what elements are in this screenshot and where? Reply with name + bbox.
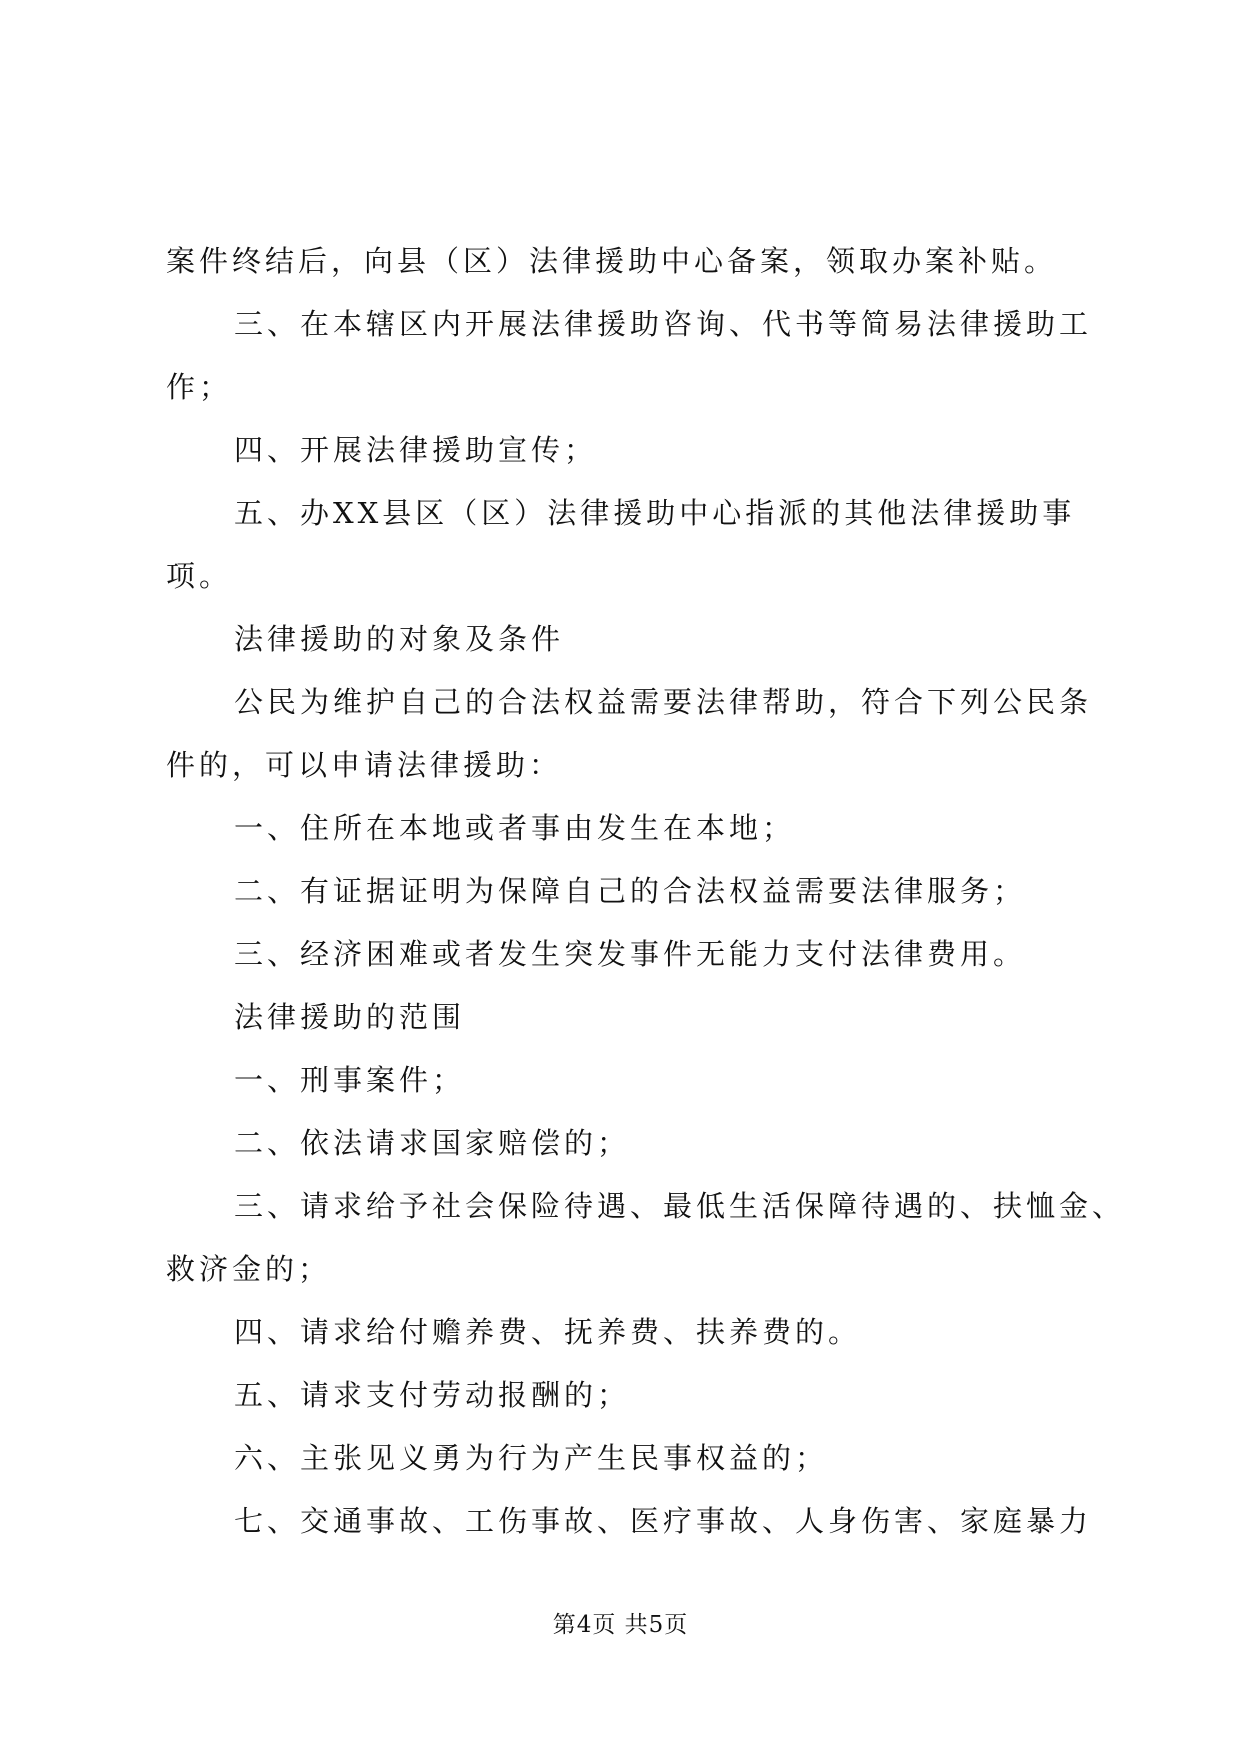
text-line: 六、主张见义勇为行为产生民事权益的； [234, 1441, 829, 1475]
text-line: 公民为维护自己的合法权益需要法律帮助，符合下列公民条 [234, 685, 1093, 719]
text-line: 一、住所在本地或者事由发生在本地； [234, 811, 796, 845]
text-line: 作； [166, 370, 233, 404]
text-line: 二、依法请求国家赔偿的； [234, 1126, 631, 1160]
text-line: 五、办XX县区（区）法律援助中心指派的其他法律援助事 [234, 496, 1076, 530]
section-heading: 法律援助的对象及条件 [234, 622, 565, 656]
text-line: 七、交通事故、工伤事故、医疗事故、人身伤害、家庭暴力 [234, 1504, 1093, 1538]
text-line: 救济金的； [166, 1252, 332, 1286]
text-line: 三、在本辖区内开展法律援助咨询、代书等简易法律援助工 [234, 307, 1093, 341]
text-line: 件的，可以申请法律援助： [166, 748, 563, 782]
document-body [166, 230, 1126, 1553]
text-line: 四、请求给付赡养费、抚养费、扶养费的。 [234, 1315, 862, 1349]
text-line: 二、有证据证明为保障自己的合法权益需要法律服务； [234, 874, 1027, 908]
text-line: 三、经济困难或者发生突发事件无能力支付法律费用。 [234, 937, 1027, 971]
text-line: 三、请求给予社会保险待遇、最低生活保障待遇的、扶恤金、 [234, 1189, 1126, 1223]
text-line: 一、刑事案件； [234, 1063, 466, 1097]
page-footer: 第4页 共5页 [552, 1612, 689, 1638]
text-line: 五、请求支付劳动报酬的； [234, 1378, 631, 1412]
section-heading: 法律援助的范围 [234, 1000, 466, 1034]
text-line: 项。 [166, 559, 233, 593]
text-line: 案件终结后，向县（区）法律援助中心备案，领取办案补贴。 [166, 244, 1058, 278]
text-line: 四、开展法律援助宣传； [234, 433, 598, 467]
